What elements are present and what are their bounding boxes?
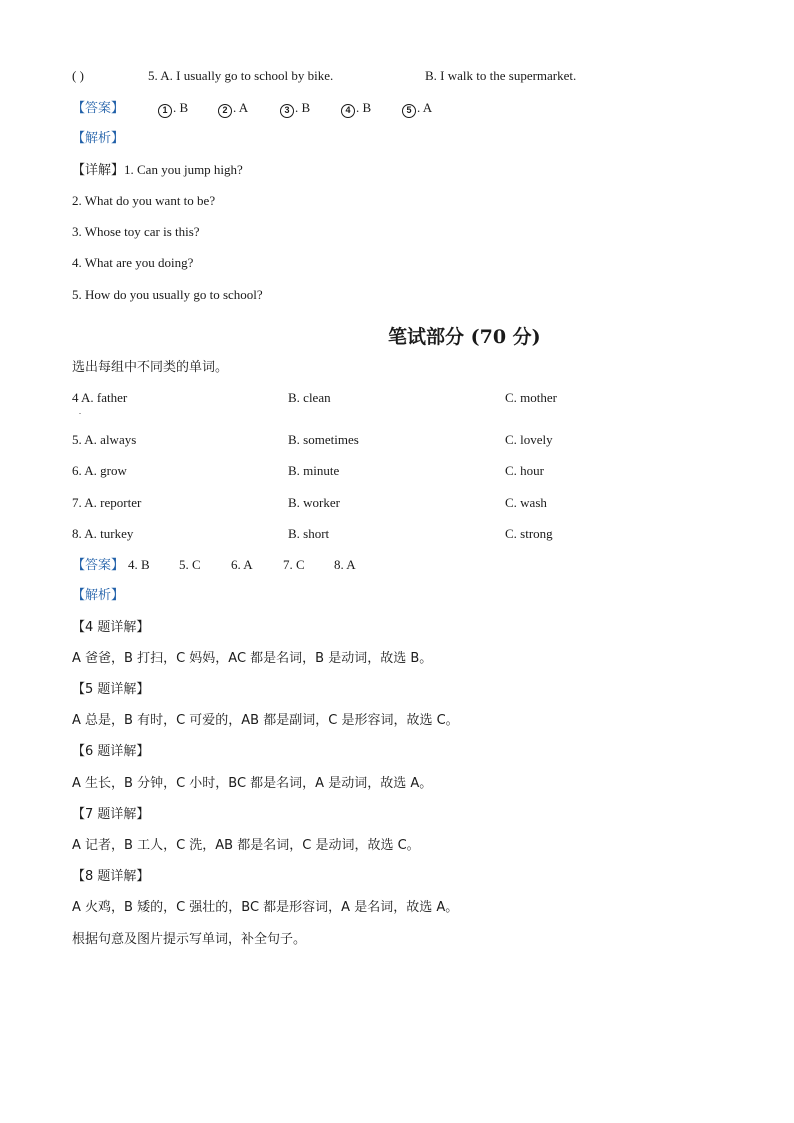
option-c: C. hour <box>505 463 544 478</box>
detail-tag: 【详解】 <box>72 163 125 178</box>
circled-number: 4 <box>341 104 355 118</box>
answer-value: . B <box>356 100 372 115</box>
stray-dot: . <box>79 407 81 416</box>
answer-item-3 <box>280 100 310 118</box>
answer-item: 6. A <box>231 557 253 572</box>
answer-item: 7. C <box>283 557 305 572</box>
answer-tag: 【答案】 <box>72 101 125 116</box>
instruction: 选出每组中不同类的单词。 <box>72 360 229 375</box>
analysis-tag: 【解析】 <box>72 131 125 146</box>
listening-q5-row <box>72 68 577 84</box>
option-b: B. short <box>288 526 330 541</box>
q5-option-a: 5. A. I usually go to school by bike. <box>148 68 334 83</box>
option-a: 5. A. always <box>72 432 137 447</box>
transcript-line-4: 4. What are you doing? <box>72 255 194 270</box>
answer-item: 5. C <box>179 557 201 572</box>
detail-text-7: A 记者，B 工人，C 洗，AB 都是名词，C 是动词，故选 C。 <box>72 838 420 853</box>
transcript-text: 1. Can you jump high? <box>124 162 243 177</box>
detail-heading-5: 【5 题详解】 <box>72 682 150 697</box>
option-c: C. wash <box>505 495 547 510</box>
listening-answer-row <box>72 100 492 116</box>
written-answer-row <box>72 557 392 574</box>
answer-item-4 <box>341 100 371 118</box>
answer-item: 4. B <box>128 557 150 572</box>
detail-heading-7: 【7 题详解】 <box>72 807 150 822</box>
answer-item-1 <box>158 100 188 118</box>
transcript-line-3: 3. Whose toy car is this? <box>72 224 200 239</box>
answer-tag: 【答案】 <box>72 558 125 573</box>
option-b: B. minute <box>288 463 340 478</box>
option-a: 8. A. turkey <box>72 526 134 541</box>
option-b: B. worker <box>288 495 340 510</box>
option-b: B. clean <box>288 390 331 405</box>
transcript-line-1 <box>72 162 243 179</box>
option-a: 4 A. father <box>72 390 128 405</box>
circled-number: 5 <box>402 104 416 118</box>
detail-text-5: A 总是，B 有时，C 可爱的，AB 都是副词，C 是形容词，故选 C。 <box>72 713 459 728</box>
answer-item-2 <box>218 100 248 118</box>
detail-heading-8: 【8 题详解】 <box>72 869 150 884</box>
circled-number: 1 <box>158 104 172 118</box>
detail-text-4: A 爸爸，B 打扫，C 妈妈，AC 都是名词，B 是动词，故选 B。 <box>72 651 433 666</box>
option-a: 6. A. grow <box>72 463 127 478</box>
option-b: B. sometimes <box>288 432 359 447</box>
transcript-line-5: 5. How do you usually go to school? <box>72 287 263 302</box>
circled-number: 2 <box>218 104 232 118</box>
answer-blank: ( ) <box>72 68 84 83</box>
detail-text-6: A 生长，B 分钟，C 小时，BC 都是名词，A 是动词，故选 A。 <box>72 776 433 791</box>
circled-number: 3 <box>280 104 294 118</box>
transcript-line-2: 2. What do you want to be? <box>72 193 216 208</box>
analysis-tag: 【解析】 <box>72 588 125 603</box>
answer-value: . A <box>417 100 433 115</box>
detail-heading-6: 【6 题详解】 <box>72 744 150 759</box>
option-c: C. strong <box>505 526 553 541</box>
option-c: C. lovely <box>505 432 553 447</box>
next-instruction: 根据句意及图片提示写单词，补全句子。 <box>72 932 307 947</box>
answer-item-5 <box>402 100 432 118</box>
q5-option-b: B. I walk to the supermarket. <box>425 68 577 83</box>
detail-heading-4: 【4 题详解】 <box>72 620 150 635</box>
detail-text-8: A 火鸡，B 矮的，C 强壮的，BC 都是形容词，A 是名词，故选 A。 <box>72 900 459 915</box>
answer-value: . B <box>173 100 189 115</box>
answer-item: 8. A <box>334 557 356 572</box>
section-title: 笔试部分 (70 分) <box>388 326 541 348</box>
option-c: C. mother <box>505 390 557 405</box>
option-a: 7. A. reporter <box>72 495 142 510</box>
answer-value: . A <box>233 100 249 115</box>
answer-value: . B <box>295 100 311 115</box>
